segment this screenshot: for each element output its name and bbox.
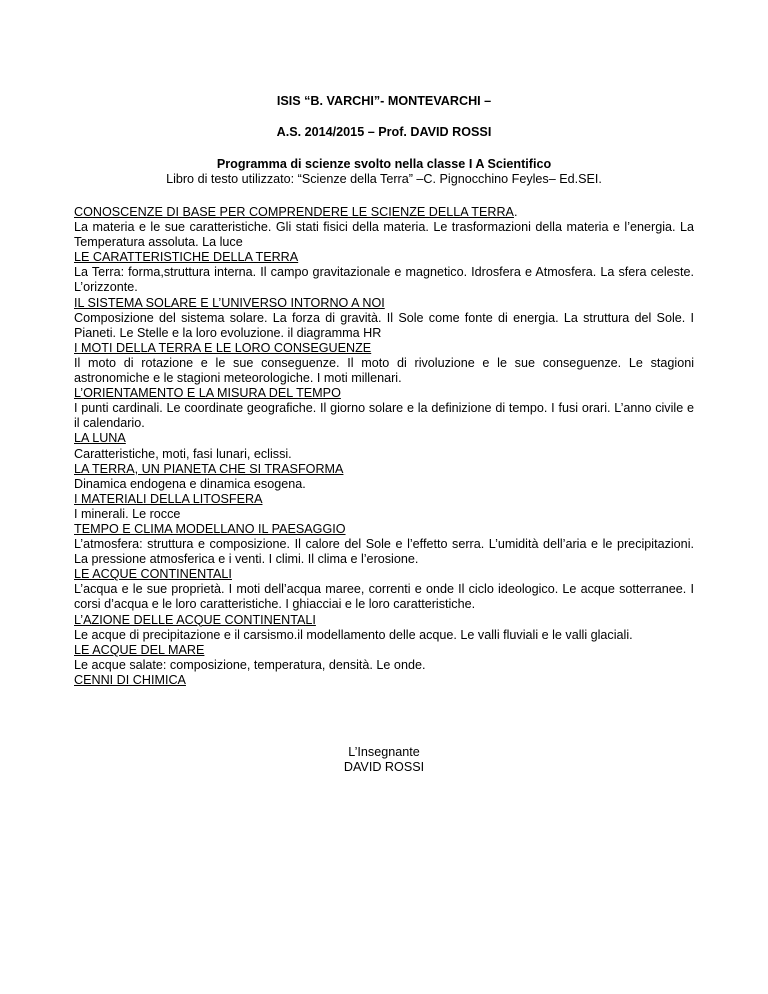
- section: [74, 522, 694, 567]
- section: [74, 250, 694, 295]
- school-heading: ISIS “B. VARCHI”- MONTEVARCHI –: [276, 94, 492, 108]
- section: [74, 386, 694, 431]
- section-title: LE ACQUE CONTINENTALI: [74, 567, 232, 582]
- section: [74, 341, 694, 386]
- program-sections: [74, 205, 694, 688]
- section-title: L’AZIONE DELLE ACQUE CONTINENTALI: [74, 612, 316, 627]
- section-title: CENNI DI CHIMICA: [74, 672, 186, 687]
- section-title: IL SISTEMA SOLARE E L’UNIVERSO INTORNO A NOI: [74, 295, 385, 310]
- signature-name: DAVID ROSSI: [343, 760, 425, 774]
- section: [74, 431, 694, 461]
- section-text: Il moto di rotazione e le sue conseguenze. Il moto di rivoluzione e le sue conseguenze. Le stagioni astronomiche e le stagioni meteorologiche. I moti millenari.: [74, 355, 694, 386]
- section-text: I minerali. Le rocce: [74, 506, 181, 521]
- section-title: L’ORIENTAMENTO E LA MISURA DEL TEMPO: [74, 386, 341, 401]
- section-title: I MATERIALI DELLA LITOSFERA: [74, 491, 263, 506]
- section-title: CONOSCENZE DI BASE PER COMPRENDERE LE SCIENZE DELLA TERRA: [74, 205, 514, 219]
- signature-role: L’Insegnante: [348, 745, 420, 759]
- section: [74, 462, 694, 492]
- section: [74, 492, 694, 522]
- section: [74, 205, 694, 250]
- textbook-line: Libro di testo utilizzato: “Scienze della Terra” –C. Pignocchino Feyles– Ed.SEI.: [166, 172, 602, 186]
- section-title: LA TERRA, UN PIANETA CHE SI TRASFORMA: [74, 461, 344, 476]
- section-text: Composizione del sistema solare. La forza di gravità. Il Sole come fonte di energia. La struttura del Sole. I Pianeti. Le Stelle e la loro evoluzione. il diagramma HR: [74, 310, 694, 340]
- section-title: TEMPO E CLIMA MODELLANO IL PAESAGGIO: [74, 521, 346, 536]
- section-text: I punti cardinali. Le coordinate geografiche. Il giorno solare e la definizione di tempo. I fusi orari. L’anno civile e il calendario.: [74, 401, 694, 431]
- programma-title: Programma di scienze svolto nella classe I A Scientifico: [216, 157, 552, 171]
- section-title: LE CARATTERISTICHE DELLA TERRA: [74, 250, 299, 265]
- section: [74, 673, 694, 688]
- section: [74, 643, 694, 673]
- section: [74, 613, 694, 643]
- section-title: LA LUNA: [74, 431, 126, 446]
- section: [74, 296, 694, 341]
- section-text: Le acque di precipitazione e il carsismo.il modellamento delle acque. Le valli fluviali e le valli glaciali.: [74, 627, 633, 642]
- section-text: Le acque salate: composizione, temperatura, densità. Le onde.: [74, 657, 426, 672]
- section-title-suffix: .: [513, 205, 518, 219]
- section-text: Dinamica endogena e dinamica esogena.: [74, 476, 306, 491]
- section-text: L’acqua e le sue proprietà. I moti dell’acqua maree, correnti e onde Il ciclo ideologico. Le acque sotterranee. I corsi d’acqua e le loro caratteristiche. I ghiacciai e le loro caratteristiche.: [74, 582, 694, 612]
- section-text: La Terra: forma,struttura interna. Il campo gravitazionale e magnetico. Idrosfera e Atmosfera. La sfera celeste. L’orizzonte.: [74, 265, 694, 295]
- section-title: LE ACQUE DEL MARE: [74, 642, 205, 657]
- year-professor-line: A.S. 2014/2015 – Prof. DAVID ROSSI: [276, 125, 492, 139]
- section-text: La materia e le sue caratteristiche. Gli stati fisici della materia. Le trasformazioni della materia e l’energia. La Temperatura assoluta. La luce: [74, 220, 694, 250]
- section-text: L’atmosfera: struttura e composizione. Il calore del Sole e l’effetto serra. L’umidità dell’aria e le precipitazioni. La pressione atmosferica e i venti. I climi. Il clima e l’erosione.: [74, 537, 694, 567]
- section: [74, 567, 694, 612]
- section-title: I MOTI DELLA TERRA E LE LORO CONSEGUENZE: [74, 340, 372, 355]
- section-text: Caratteristiche, moti, fasi lunari, eclissi.: [74, 446, 292, 461]
